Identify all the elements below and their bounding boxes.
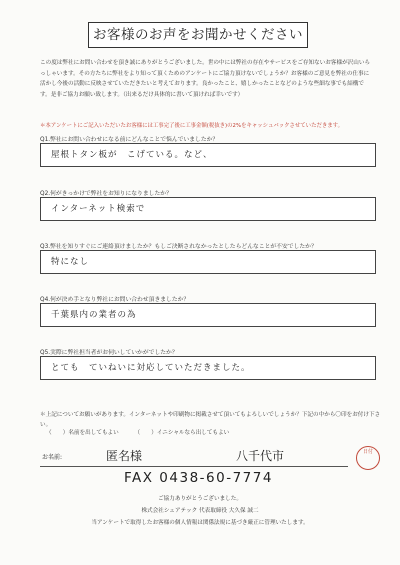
answer-3-text: 特になし <box>51 257 90 267</box>
answer-1-text: 屋根トタン板が こげている。など、 <box>51 150 213 160</box>
answer-4-text: 千葉県内の業者の為 <box>51 310 137 320</box>
answer-2-text: インターネット検索で <box>51 204 146 214</box>
fax-number: FAX 0438-60-7774 <box>124 470 273 486</box>
customer-name: 匿名様 <box>106 449 143 463</box>
publication-consent <box>40 410 385 436</box>
answer-3-box <box>40 250 376 274</box>
privacy-note: 当アンケートで取得したお客様の個人情報は関係法規に基づき厳正に管理いたします。 <box>91 520 309 526</box>
option-initial-ok[interactable]: （ ）イニシャルなら出してもよい <box>134 430 230 436</box>
question-3-label: Q3.弊社を知りすぐにご連絡頂けましたか？もしご決断されなかったとしたらどんなことが不安でしたか？ <box>40 244 317 250</box>
company-signature: 株式会社シェアテック 代表取締役 大久保 誠二 <box>141 508 259 514</box>
cashback-notice: ＊本アンケートにご記入いただいたお客様には工事完了後に工事金額(税抜き)の2%をキャッシュバックさせていただきます。 <box>40 123 343 129</box>
answer-2-box <box>40 197 376 221</box>
answer-5-box <box>40 356 376 380</box>
name-label: お名前: <box>42 454 63 461</box>
answer-5-text: とても ていねいに対応していただきました。 <box>51 363 251 373</box>
consent-options <box>46 428 346 438</box>
answer-1-box <box>40 143 376 167</box>
name-field[interactable] <box>40 448 348 467</box>
answer-4-box <box>40 303 376 327</box>
date-stamp-icon: 日付 <box>356 446 380 470</box>
intro-text: この度は弊社にお問い合わせを頂き誠にありがとうございました。世の中には弊社の存在やサービスをご存知ないお客様が沢山いらっしゃいます。その方たちに弊社をより知って頂くためのアンケートにご協力頂けないでしょうか？お客様のご意見を弊社の仕事に活かし今後の活動に反映させていただきたいと考えております。良かったこと、嬉しかったことなどのような些細な事でも結構です。是非ご協力お願い致します。（出来るだけ具体的に書いて頂ければ幸いです） <box>40 60 371 98</box>
customer-city: 八千代市 <box>236 449 285 463</box>
option-name-ok[interactable]: （ ）名前を出してもよい <box>46 430 119 436</box>
question-4-label: Q4.何が決め手となり弊社にお問い合わせ頂きましたか？ <box>40 297 190 303</box>
question-2-label: Q2.何がきっかけで弊社をお知りになりましたか？ <box>40 191 172 197</box>
consent-text: ＊上記についてお願いがあります。インターネットや印刷物に掲載させて頂いてもよろしいでしょうか？下記の中から〇印をお付け下さい。 <box>40 412 381 428</box>
question-5-label: Q5.実際に弊社担当者がお伺いしていかがでしたか？ <box>40 350 178 356</box>
question-1-label: Q1.弊社にお問い合わせになる前にどんなことで悩んでいましたか？ <box>40 137 219 143</box>
page-title: お客様のお声をお聞かせください <box>88 22 308 48</box>
thanks-text: ご協力ありがとうございました。 <box>158 496 242 502</box>
